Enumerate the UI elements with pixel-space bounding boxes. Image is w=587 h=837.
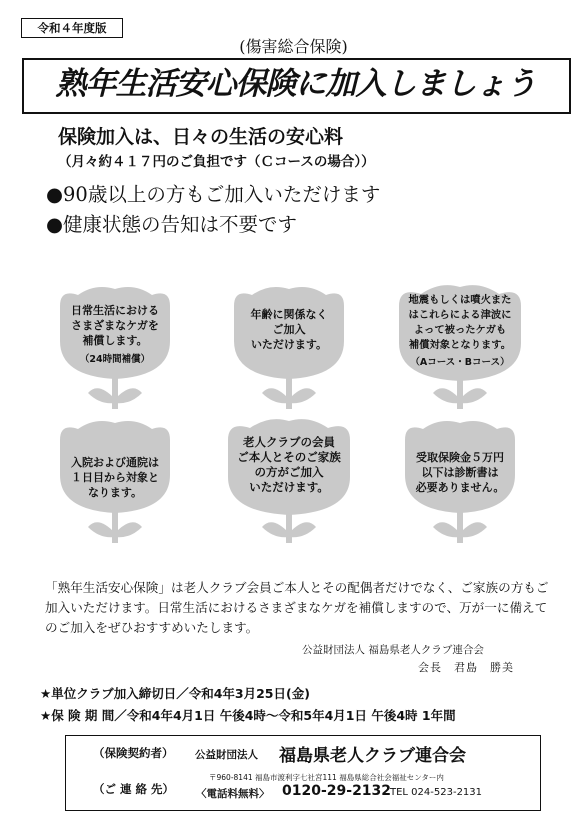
flower-text: 年齢に関係なく ご加入 いただけます。: [250, 308, 328, 351]
contract-organization: 福島県老人クラブ連合会: [279, 746, 466, 766]
contract-label: （保険契約者）: [93, 746, 174, 760]
page-title: 熟年生活安心保険に加入しましょう: [55, 66, 536, 102]
flower-text: 老人クラブの会員 ご本人とそのご家族 の方がご加入 いただけます。: [237, 435, 341, 494]
flower-text: 地震もしくは噴火また はこれらによる津波に よって被ったケガも 補償対象となります。: [408, 294, 512, 351]
chairman-line: 会長 君島 勝美: [418, 661, 514, 674]
flower-card: [214, 281, 364, 421]
flower-card: [214, 415, 364, 555]
toll-free-label: 〈電話料無料〉: [196, 788, 270, 800]
headline-note: （月々約４１７円のご負担です（Ｃコースの場合））: [58, 154, 375, 170]
deadline-line: ★単位クラブ加入締切日／令和4年3月25日(金): [40, 686, 310, 701]
flower-card: [40, 281, 190, 421]
flower-subtext: （24時間補償）: [79, 354, 151, 365]
period-line: ★保 険 期 間／令和4年4月1日 午後4時～令和5年4月1日 午後4時 1年間: [40, 708, 456, 723]
contact-address: 〒960-8141 福島市渡利字七社宮111 福島県総合社会福祉センター内: [209, 773, 444, 782]
org-prefix: 公益財団法人: [195, 749, 258, 761]
bullet-health: ●健康状態の告知は不要です: [46, 213, 298, 236]
flower-card: [385, 281, 535, 421]
contact-label: （ご 連 絡 先）: [93, 782, 175, 796]
flower-subtext: （Aコース・Bコース）: [410, 357, 510, 368]
flower-text: 入院および通院は １日目から対象と なります。: [71, 456, 159, 499]
bullet-age: ●90歳以上の方もご加入いただけます: [46, 183, 381, 206]
description-paragraph: 「熟年生活安心保険」は老人クラブ会員ご本人とその配偶者だけでなく、ご家族の方もご加入いただけます。日常生活におけるさまざまなケガを補償しますので、万が一に備えてのご加入をぜひおすすめいたします。: [45, 580, 549, 635]
toll-free-number[interactable]: 0120-29-2132: [282, 783, 392, 799]
headline: 保険加入は、日々の生活の安心料: [58, 126, 344, 148]
tel-number[interactable]: TEL 024-523-2131: [390, 787, 483, 798]
flower-card: [40, 415, 190, 555]
flower-card: [385, 415, 535, 555]
edition-badge: 令和４年度版: [21, 18, 123, 38]
flower-text: 受取保険金５万円 以下は診断書は 必要ありません。: [415, 451, 505, 494]
organization-line: 公益財団法人 福島県老人クラブ連合会: [302, 644, 484, 656]
subtitle: (傷害総合保険): [239, 37, 348, 56]
flower-text: 日常生活における さまざまなケガを 補償します。: [71, 304, 159, 347]
